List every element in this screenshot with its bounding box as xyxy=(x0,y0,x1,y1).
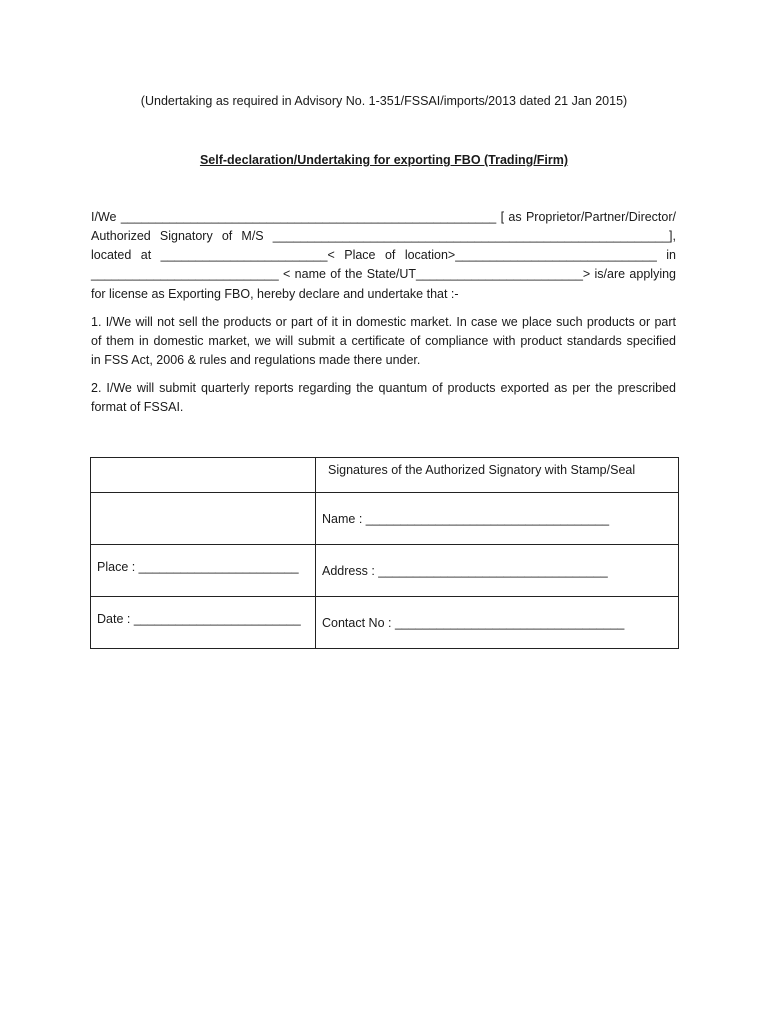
signature-table xyxy=(90,457,679,649)
address-field[interactable]: Address : _________________________________ xyxy=(316,545,679,597)
declaration-line-4: ___________________________ < name of the State/UT________________________> is/are applying xyxy=(91,267,676,281)
place-cell[interactable] xyxy=(91,545,316,597)
declaration-line-2: Authorized Signatory of M/S _________________________________________________________], xyxy=(91,229,676,243)
signature-heading: Signatures of the Authorized Signatory with Stamp/Seal xyxy=(328,463,636,477)
clause-2-line-1: 2. I/We will submit quarterly reports regarding the quantum of products exported as per the prescribed xyxy=(91,381,676,395)
empty-cell-top-left xyxy=(91,458,316,493)
clause-1-line-2: of them in domestic market, we will submit a certificate of compliance with product standards specified xyxy=(91,334,676,348)
clause-2-line-2: format of FSSAI. xyxy=(91,400,184,414)
date-cell[interactable] xyxy=(91,597,316,649)
declaration-line-5: for license as Exporting FBO, hereby declare and undertake that :- xyxy=(91,287,459,301)
contact-field[interactable]: Contact No : _________________________________ xyxy=(316,597,679,649)
advisory-note: (Undertaking as required in Advisory No. 1-351/FSSAI/imports/2013 dated 21 Jan 2015) xyxy=(140,94,628,108)
empty-cell-left xyxy=(91,493,316,545)
date-field[interactable]: Date : ________________________ xyxy=(97,611,301,626)
clause-1-line-3: in FSS Act, 2006 & rules and regulations made there under. xyxy=(91,353,421,367)
declaration-line-1: I/We ______________________________________________________ [ as Proprietor/Partner/Director/ xyxy=(91,210,676,224)
document-title: Self-declaration/Undertaking for exporting FBO (Trading/Firm) xyxy=(199,153,569,167)
place-field[interactable]: Place : _______________________ xyxy=(97,559,299,574)
declaration-line-3: located at ________________________< Place of location>_____________________________ in xyxy=(91,248,676,262)
clause-1-line-1: 1. I/We will not sell the products or part of it in domestic market. In case we place such products or part xyxy=(91,315,676,329)
name-field[interactable]: Name : ___________________________________ xyxy=(316,493,679,545)
signature-heading-cell xyxy=(316,458,679,493)
